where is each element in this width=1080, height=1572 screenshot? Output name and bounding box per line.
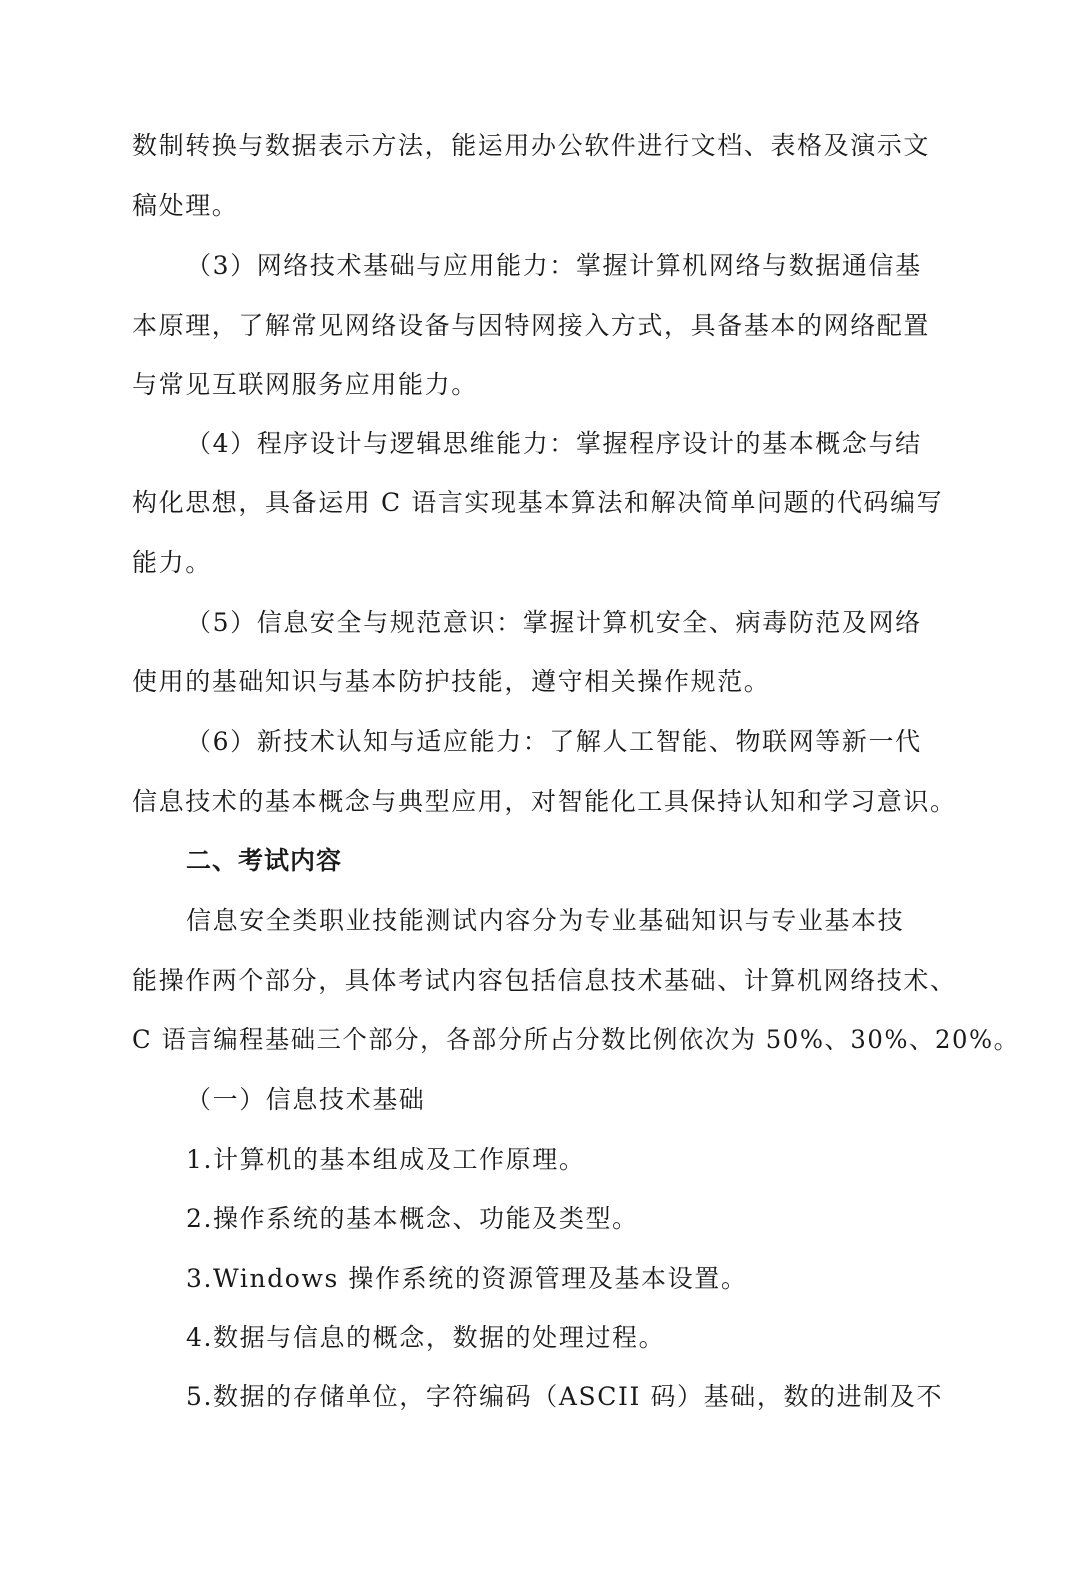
list-item: 1.计算机的基本组成及工作原理。 (186, 1145, 586, 1174)
body-text-line: 与常见互联网服务应用能力。 (132, 370, 478, 399)
body-text-line: 使用的基础知识与基本防护技能，遵守相关操作规范。 (132, 667, 771, 696)
list-item: 5.数据的存储单位，字符编码（ASCII 码）基础，数的进制及不 (186, 1382, 944, 1411)
list-item-4: （4）程序设计与逻辑思维能力：掌握程序设计的基本概念与结 (186, 429, 922, 458)
body-text-line: 信息技术的基本概念与典型应用，对智能化工具保持认知和学习意识。 (132, 787, 957, 816)
list-item-6: （6）新技术认知与适应能力：了解人工智能、物联网等新一代 (186, 727, 922, 756)
subsection-heading: （一）信息技术基础 (186, 1085, 426, 1114)
body-text-line: 数制转换与数据表示方法，能运用办公软件进行文档、表格及演示文 (132, 131, 931, 160)
list-item-3: （3）网络技术基础与应用能力：掌握计算机网络与数据通信基 (186, 251, 922, 280)
body-text-line: 信息安全类职业技能测试内容分为专业基础知识与专业基本技 (186, 906, 905, 935)
body-text-line: 构化思想，具备运用 C 语言实现基本算法和解决简单问题的代码编写 (132, 488, 944, 517)
list-item: 4.数据与信息的概念，数据的处理过程。 (186, 1323, 666, 1352)
body-text-line: 本原理，了解常见网络设备与因特网接入方式，具备基本的网络配置 (132, 311, 931, 340)
body-text-line: 能操作两个部分，具体考试内容包括信息技术基础、计算机网络技术、 (132, 966, 957, 995)
list-item: 2.操作系统的基本概念、功能及类型。 (186, 1204, 639, 1233)
body-text-line: 能力。 (132, 548, 212, 577)
list-item: 3.Windows 操作系统的资源管理及基本设置。 (186, 1264, 748, 1293)
section-heading: 二、考试内容 (186, 846, 343, 875)
body-text-line: C 语言编程基础三个部分，各部分所占分数比例依次为 50%、30%、20%。 (132, 1025, 1020, 1054)
body-text-line: 稿处理。 (132, 191, 239, 220)
list-item-5: （5）信息安全与规范意识：掌握计算机安全、病毒防范及网络 (186, 608, 922, 637)
